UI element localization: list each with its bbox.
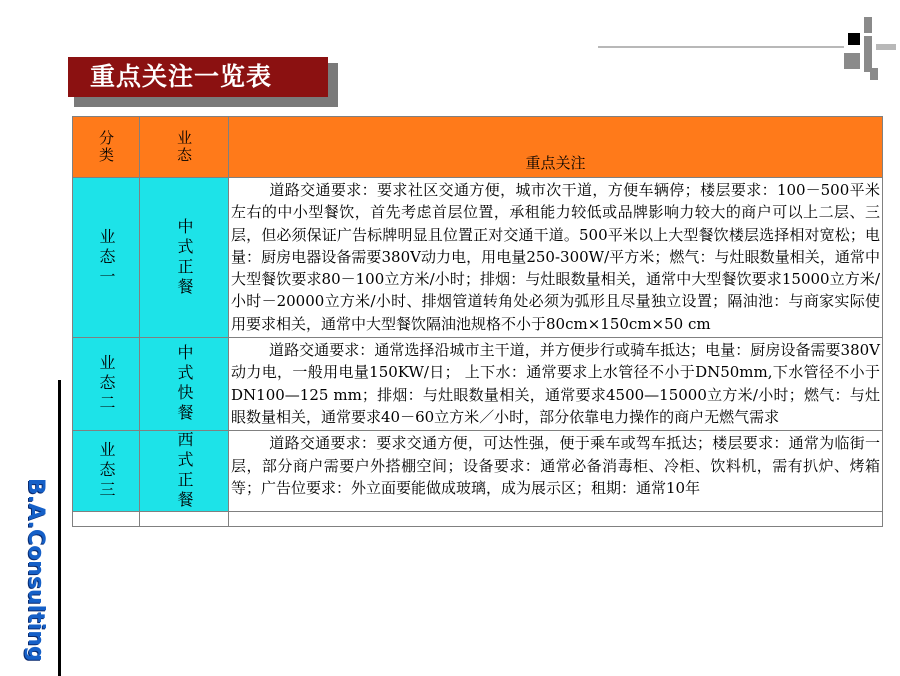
empty-cell	[140, 512, 229, 527]
empty-cell	[229, 512, 883, 527]
row-focus: 道路交通要求：通常选择沿城市主干道，并方便步行或骑车抵达；电量：厨房设备需要380V动力电，一般用电量150KW/日； 上下水：通常要求上水管径不小于DN50mm,下水管径不小于DN100—125 mm；排烟：与灶眼数量相关，通常要求4500—15000立方米/小时；燃气：与灶眼数量相关，通常要求40－60立方米／小时，部分依靠电力操作的商户无燃气需求	[229, 338, 883, 431]
logo-deco-block	[844, 53, 860, 69]
brand-logo-text: B.A.Consulting	[23, 478, 48, 662]
row-category: 业态三	[73, 431, 140, 512]
brand-divider-line	[58, 380, 61, 676]
logo-deco-block	[864, 36, 872, 72]
row-focus: 道路交通要求：要求社区交通方便，城市次干道，方便车辆停；楼层要求：100－500平米左右的中小型餐饮，首先考虑首层位置，承租能力较低或品牌影响力较大的商户可以上二层、三层，但必须保证广告标牌明显且位置正对交通干道。500平米以上大型餐饮楼层选择相对宽松；电量：厨房电器设备需要380V动力电，用电量250-300W/平方米；燃气：与灶眼数量相关，通常中大型餐饮要求80－100立方米/小时；排烟：与灶眼数量相关，通常中大型餐饮要求15000立方米/小时－20000立方米/小时、排烟管道转角处必须为弧形且尽量独立设置；隔油池：与商家实际使用要求相关，通常中大型餐饮隔油池规格不小于80cm×150cm×50 cm	[229, 178, 883, 338]
logo-deco-block	[876, 44, 896, 50]
logo-deco-block	[870, 68, 878, 80]
row-category: 业态一	[73, 178, 140, 338]
row-type: 中式正餐	[140, 178, 229, 338]
page-title: 重点关注一览表	[68, 57, 328, 97]
header-category: 分类	[73, 117, 140, 178]
table-row	[73, 178, 883, 338]
row-category: 业态二	[73, 338, 140, 431]
focus-table	[72, 116, 883, 527]
top-divider-line	[598, 46, 844, 48]
table-row	[73, 431, 883, 512]
table-row	[73, 338, 883, 431]
empty-cell	[73, 512, 140, 527]
header-type: 业态	[140, 117, 229, 178]
table-empty-row	[73, 512, 883, 527]
row-type: 中式快餐	[140, 338, 229, 431]
header-focus: 重点关注	[229, 117, 883, 178]
table-header-row	[73, 117, 883, 178]
row-type: 西式正餐	[140, 431, 229, 512]
logo-deco-block	[864, 17, 872, 33]
row-focus: 道路交通要求：要求交通方便，可达性强，便于乘车或驾车抵达；楼层要求：通常为临街一层，部分商户需要户外搭棚空间；设备要求：通常必备消毒柜、冷柜、饮料机，需有扒炉、烤箱等；广告位要求：外立面要能做成玻璃，成为展示区；租期：通常10年	[229, 431, 883, 512]
logo-deco-block	[848, 33, 860, 45]
